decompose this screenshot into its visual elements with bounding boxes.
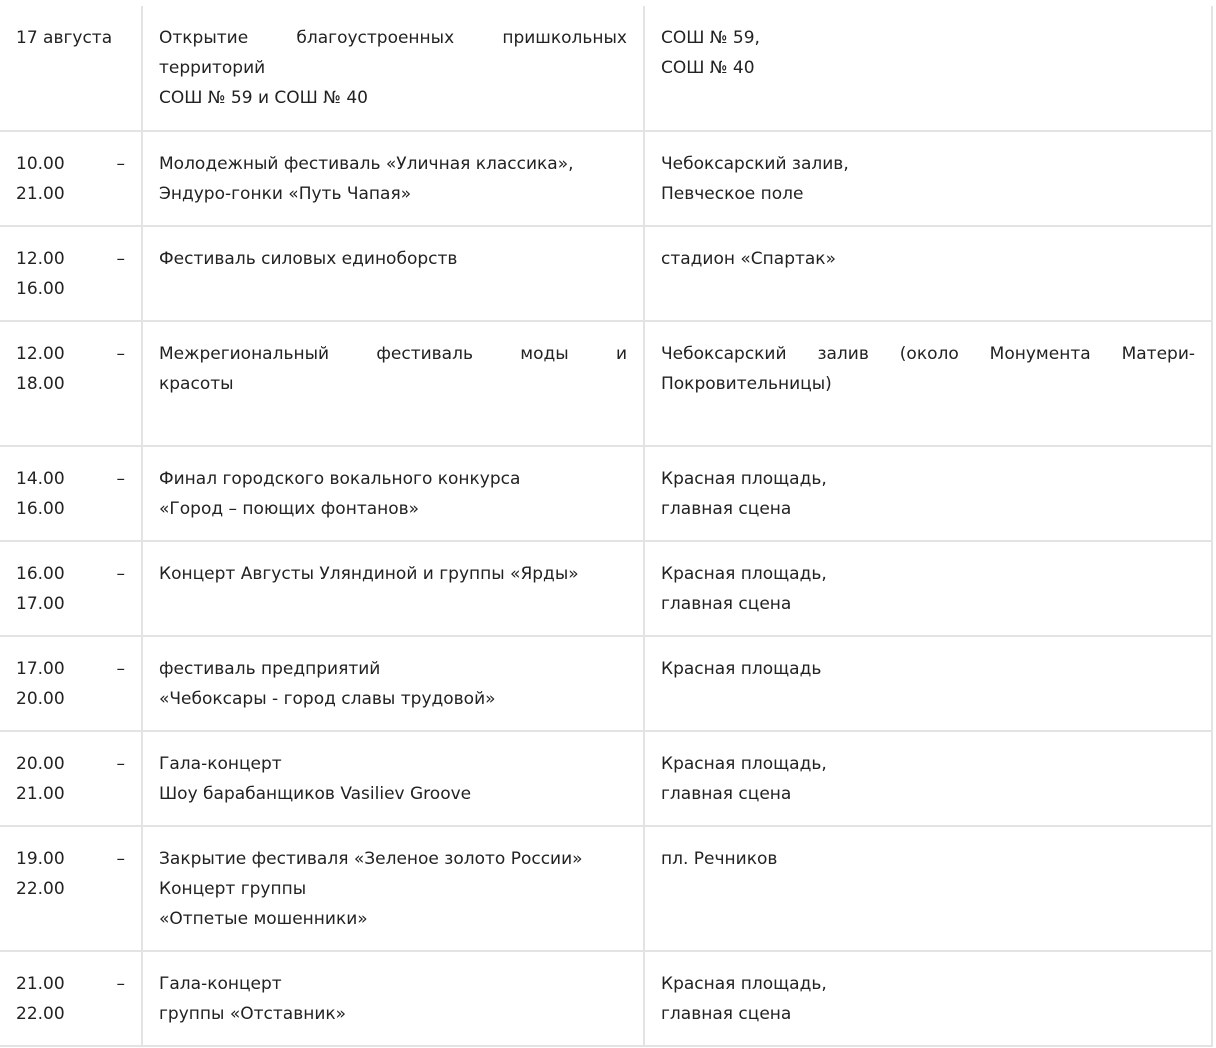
event-line: Фестиваль силовых единоборств	[159, 249, 458, 269]
place-line: Покровительницы)	[661, 374, 832, 394]
event-cell	[142, 226, 644, 321]
event-line: красоты	[159, 374, 234, 394]
event-cell	[142, 731, 644, 826]
start-time: 17.00	[16, 659, 65, 679]
event-line: Финал городского вокального конкурса	[159, 469, 521, 489]
event-cell	[142, 446, 644, 541]
end-time: 17.00	[16, 594, 65, 614]
table-row	[0, 731, 1212, 826]
place-line: СОШ № 59,	[661, 28, 760, 48]
time-cell	[0, 826, 142, 951]
end-time: 21.00	[16, 784, 65, 804]
time-dash: –	[116, 974, 125, 994]
event-line: Эндуро-гонки «Путь Чапая»	[159, 184, 412, 204]
place-line: Певческое поле	[661, 184, 804, 204]
place-cell	[644, 446, 1212, 541]
event-cell	[142, 6, 644, 131]
time-dash: –	[116, 659, 125, 679]
place-cell	[644, 636, 1212, 731]
place-line: Красная площадь,	[661, 754, 827, 774]
time-dash: –	[116, 249, 125, 269]
start-time: 16.00	[16, 564, 65, 584]
place-line: главная сцена	[661, 784, 792, 804]
place-line: Чебоксарский залив (около Монумента Матери-	[661, 344, 1195, 364]
time-cell	[0, 731, 142, 826]
start-time: 12.00	[16, 249, 65, 269]
place-line: пл. Речников	[661, 849, 778, 869]
table-row	[0, 321, 1212, 446]
event-cell	[142, 541, 644, 636]
place-line: Красная площадь,	[661, 469, 827, 489]
table-row	[0, 446, 1212, 541]
place-cell	[644, 6, 1212, 131]
time-cell	[0, 636, 142, 731]
start-time: 19.00	[16, 849, 65, 869]
place-line: стадион «Спартак»	[661, 249, 836, 269]
start-time: 10.00	[16, 154, 65, 174]
place-cell	[644, 541, 1212, 636]
place-line: главная сцена	[661, 594, 792, 614]
event-cell	[142, 826, 644, 951]
event-line: Открытие благоустроенных пришкольных	[159, 28, 627, 48]
time-dash: –	[116, 469, 125, 489]
place-line: Чебоксарский залив,	[661, 154, 849, 174]
time-dash: –	[116, 849, 125, 869]
event-cell	[142, 131, 644, 226]
place-line: Красная площадь	[661, 659, 822, 679]
table-row	[0, 226, 1212, 321]
table-row	[0, 131, 1212, 226]
end-time: 16.00	[16, 279, 65, 299]
event-line: «Город – поющих фонтанов»	[159, 499, 420, 519]
time-dash: –	[116, 344, 125, 364]
place-line: Красная площадь,	[661, 974, 827, 994]
start-time: 12.00	[16, 344, 65, 364]
end-time: 21.00	[16, 184, 65, 204]
event-line: СОШ № 59 и СОШ № 40	[159, 88, 368, 108]
place-cell	[644, 131, 1212, 226]
table-row	[0, 541, 1212, 636]
place-line: Красная площадь,	[661, 564, 827, 584]
place-line: главная сцена	[661, 1004, 792, 1024]
table-row	[0, 826, 1212, 951]
time-cell	[0, 6, 142, 131]
table-row	[0, 6, 1212, 131]
time-dash: –	[116, 154, 125, 174]
end-time: 22.00	[16, 1004, 65, 1024]
place-line: главная сцена	[661, 499, 792, 519]
event-line: фестиваль предприятий	[159, 659, 381, 679]
start-time: 21.00	[16, 974, 65, 994]
event-cell	[142, 951, 644, 1046]
event-cell	[142, 636, 644, 731]
time-dash: –	[116, 754, 125, 774]
event-line: «Чебоксары - город славы трудовой»	[159, 689, 496, 709]
time-dash: –	[116, 564, 125, 584]
date-label: 17 августа	[16, 28, 113, 48]
event-line: группы «Отставник»	[159, 1004, 347, 1024]
event-line: Молодежный фестиваль «Уличная классика»,	[159, 154, 574, 174]
place-cell	[644, 226, 1212, 321]
event-cell	[142, 321, 644, 446]
table-row	[0, 636, 1212, 731]
event-line: Гала-концерт	[159, 754, 282, 774]
event-line: Концерт группы	[159, 879, 307, 899]
time-cell	[0, 226, 142, 321]
event-line: «Отпетые мошенники»	[159, 909, 368, 929]
event-line: Концерт Августы Уляндиной и группы «Ярды»	[159, 564, 579, 584]
event-line: Гала-концерт	[159, 974, 282, 994]
end-time: 18.00	[16, 374, 65, 394]
place-line: СОШ № 40	[661, 58, 755, 78]
schedule-table	[0, 6, 1213, 1047]
end-time: 16.00	[16, 499, 65, 519]
place-cell	[644, 321, 1212, 446]
end-time: 20.00	[16, 689, 65, 709]
place-cell	[644, 951, 1212, 1046]
time-cell	[0, 446, 142, 541]
event-line: Шоу барабанщиков Vasiliev Groove	[159, 784, 472, 804]
event-line: территорий	[159, 58, 266, 78]
table-row	[0, 951, 1212, 1046]
time-cell	[0, 541, 142, 636]
place-cell	[644, 731, 1212, 826]
time-cell	[0, 131, 142, 226]
start-time: 14.00	[16, 469, 65, 489]
end-time: 22.00	[16, 879, 65, 899]
event-line: Закрытие фестиваля «Зеленое золото России»	[159, 849, 583, 869]
time-cell	[0, 321, 142, 446]
event-line: Межрегиональный фестиваль моды и	[159, 344, 627, 364]
place-cell	[644, 826, 1212, 951]
time-cell	[0, 951, 142, 1046]
start-time: 20.00	[16, 754, 65, 774]
